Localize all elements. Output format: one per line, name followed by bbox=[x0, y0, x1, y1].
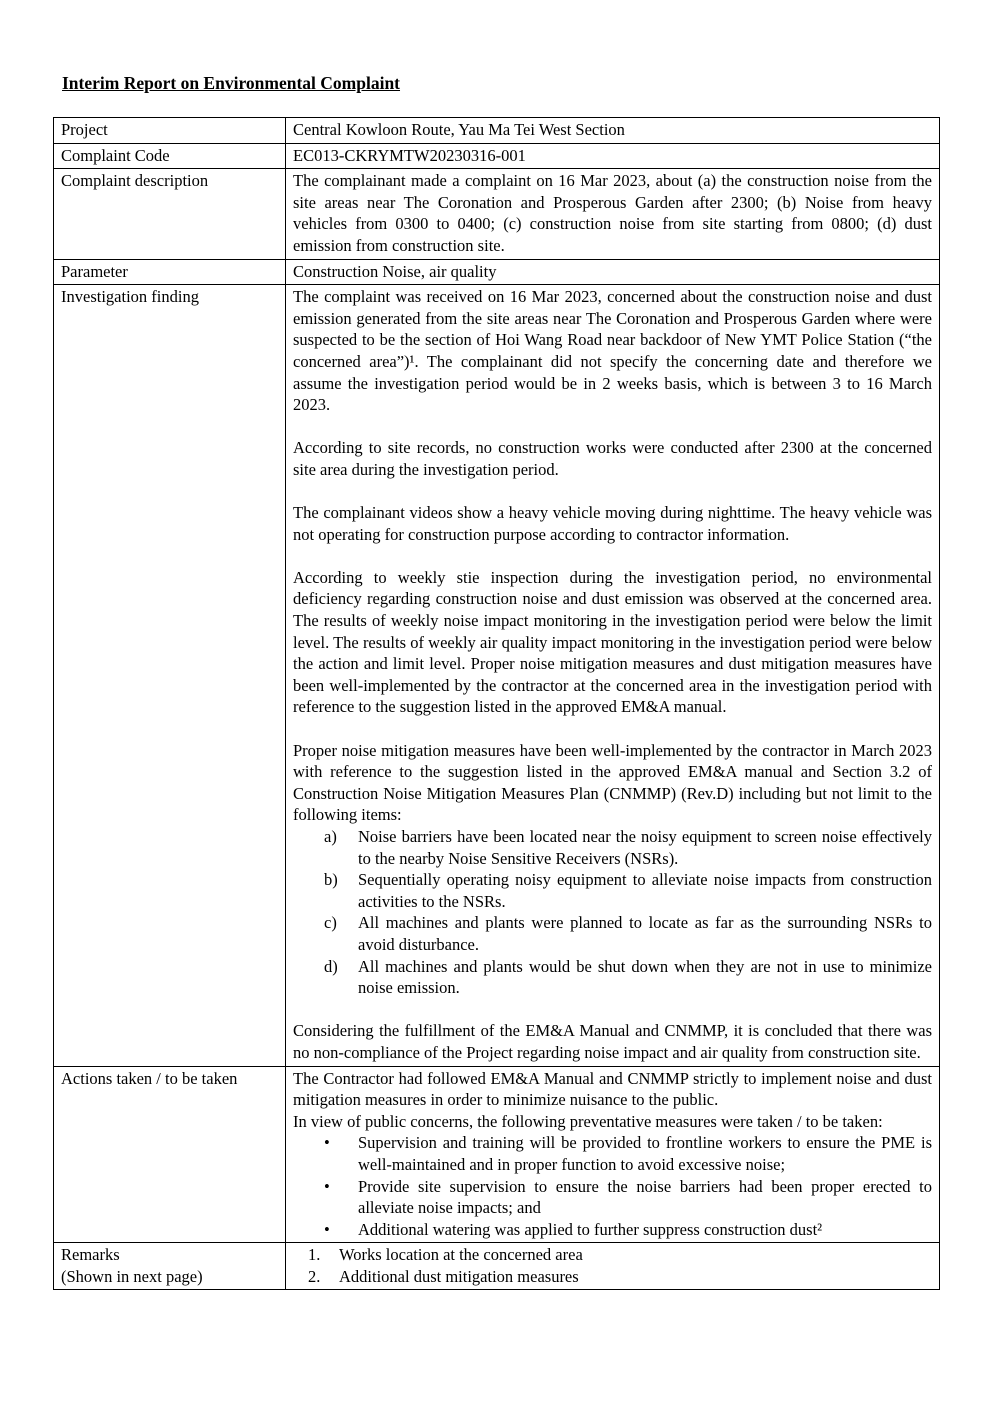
row-value-remarks bbox=[286, 1243, 940, 1290]
paragraph: The complainant made a complaint on 16 Mar 2023, about (a) the construction noise from the site areas near The Coronation and Prosperous Garden after 2300; (b) Noise from heavy vehicles from 0300 to 0400; (c) construction noise from site starting from 0800; (d) dust emission from construction site. bbox=[293, 171, 932, 255]
table-row-project bbox=[54, 118, 940, 144]
list-marker: c) bbox=[324, 913, 337, 933]
list-item: • Supervision and training will be provided to frontline workers to ensure the PME is well-maintained and in proper function to avoid excessive noise; bbox=[324, 1133, 932, 1174]
table-row-complaint-code bbox=[54, 143, 940, 169]
row-label-line: Investigation finding bbox=[61, 287, 199, 307]
row-label-line: Remarks bbox=[61, 1245, 120, 1265]
list-item: c) All machines and plants were planned to locate as far as the surrounding NSRs to avoid disturbance. bbox=[324, 913, 932, 954]
paragraph-spacer bbox=[293, 481, 932, 503]
row-label-investigation-finding bbox=[54, 285, 286, 1066]
list-marker: 2. bbox=[308, 1266, 321, 1286]
paragraph: The complainant videos show a heavy vehicle moving during nighttime. The heavy vehicle was not operating for construction purpose according to contractor information. bbox=[293, 503, 932, 544]
paragraph: In view of public concerns, the following preventative measures were taken / to be taken: bbox=[293, 1111, 883, 1131]
list-marker: d) bbox=[324, 956, 338, 976]
paragraph: Proper noise mitigation measures have been well-implemented by the contractor in March 2023 with reference to the suggestion listed in the approved EM&A manual and Section 3.2 of Construction Noise Mitigation Measures Plan (CNMMP) (Rev.D) including but not limit to the following items: bbox=[293, 740, 932, 825]
row-label-project bbox=[54, 118, 286, 144]
paragraph-spacer bbox=[293, 545, 932, 567]
page-title: Interim Report on Environmental Complaint bbox=[62, 73, 401, 93]
row-value-investigation-finding bbox=[286, 285, 940, 1066]
table-row-remarks bbox=[54, 1243, 940, 1290]
row-value-project bbox=[286, 118, 940, 144]
paragraph: The Contractor had followed EM&A Manual and CNMMP strictly to implement noise and dust mitigation measures in order to minimize nuisance to the public. bbox=[293, 1068, 932, 1110]
row-label-line: Actions taken / to be taken bbox=[61, 1068, 238, 1088]
row-label-actions-taken bbox=[54, 1066, 286, 1243]
row-label-line: Complaint Code bbox=[61, 145, 170, 165]
table-row-actions-taken bbox=[54, 1066, 940, 1243]
row-label-complaint-code bbox=[54, 143, 286, 169]
paragraph: According to site records, no construction works were conducted after 2300 at the concerned site area during the investigation period. bbox=[293, 438, 932, 479]
row-value-parameter bbox=[286, 259, 940, 285]
table-row-complaint-description bbox=[54, 169, 940, 259]
row-value-complaint-code bbox=[286, 143, 940, 169]
paragraph: According to weekly stie inspection during the investigation period, no environmental deficiency regarding construction noise and dust emission was observed at the concerned area. The results of weekly noise impact monitoring in the investigation period were below the limit level. The results of weekly air quality impact monitoring in the investigation period were below the action and limit level. Proper noise mitigation measures and dust mitigation measures have been well-implemented by the contractor at the concerned area in the investigation period with reference to the suggestion listed in the approved EM&A manual. bbox=[293, 567, 932, 717]
list-marker: a) bbox=[324, 827, 337, 846]
row-label-remarks bbox=[54, 1243, 286, 1290]
list-marker: 1. bbox=[308, 1245, 321, 1265]
paragraph: Considering the fulfillment of the EM&A Manual and CNMMP, it is concluded that there was no non-compliance of the Project regarding noise impact and air quality from construction site. bbox=[293, 1021, 932, 1062]
paragraph: EC013-CKRYMTW20230316-001 bbox=[293, 145, 526, 165]
row-label-parameter bbox=[54, 259, 286, 285]
paragraph-spacer bbox=[293, 416, 932, 438]
row-label-line: Project bbox=[61, 120, 108, 139]
row-label-line: Parameter bbox=[61, 261, 128, 281]
paragraph-spacer bbox=[293, 999, 932, 1021]
list-item: • Provide site supervision to ensure the noise barriers had been proper erected to alleviate noise impacts; and bbox=[324, 1176, 932, 1218]
row-value-actions-taken bbox=[286, 1066, 940, 1243]
paragraph: Central Kowloon Route, Yau Ma Tei West Section bbox=[293, 120, 625, 139]
row-value-complaint-description bbox=[286, 169, 940, 259]
report-table bbox=[53, 117, 940, 1290]
list-item: 1. Works location at the concerned area bbox=[308, 1245, 583, 1265]
list-marker: b) bbox=[324, 870, 338, 890]
report-table-body bbox=[54, 118, 940, 1290]
list-item: 2. Additional dust mitigation measures bbox=[308, 1266, 579, 1286]
table-row-parameter bbox=[54, 259, 940, 285]
list-item: b) Sequentially operating noisy equipment to alleviate noise impacts from construction activities to the NSRs. bbox=[324, 870, 932, 911]
table-row-investigation-finding bbox=[54, 285, 940, 1066]
row-label-complaint-description bbox=[54, 169, 286, 259]
list-marker: • bbox=[324, 1133, 330, 1153]
paragraph: The complaint was received on 16 Mar 2023, concerned about the construction noise and dust emission generated from the site areas near The Coronation and Prosperous Garden where were suspected to be the section of Hoi Wang Road near backdoor of New YMT Police Station (“the concerned area”)¹. The complainant did not specify the concerning date and therefore we assume the investigation period would be in 2 weeks basis, which is between 3 to 16 March 2023. bbox=[293, 287, 932, 415]
list-item: • Additional watering was applied to further suppress construction dust² bbox=[324, 1219, 823, 1239]
row-label-line: Complaint description bbox=[61, 171, 209, 191]
list-item: d) All machines and plants would be shut down when they are not in use to minimize noise emission. bbox=[324, 956, 932, 998]
list-marker: • bbox=[324, 1219, 330, 1239]
list-item: a) Noise barriers have been located near the noisy equipment to screen noise effectively to the nearby Noise Sensitive Receivers (NSRs). bbox=[324, 827, 932, 868]
row-label-line: (Shown in next page) bbox=[61, 1266, 203, 1286]
paragraph-spacer bbox=[293, 718, 932, 740]
paragraph: Construction Noise, air quality bbox=[293, 261, 497, 281]
list-marker: • bbox=[324, 1176, 330, 1196]
